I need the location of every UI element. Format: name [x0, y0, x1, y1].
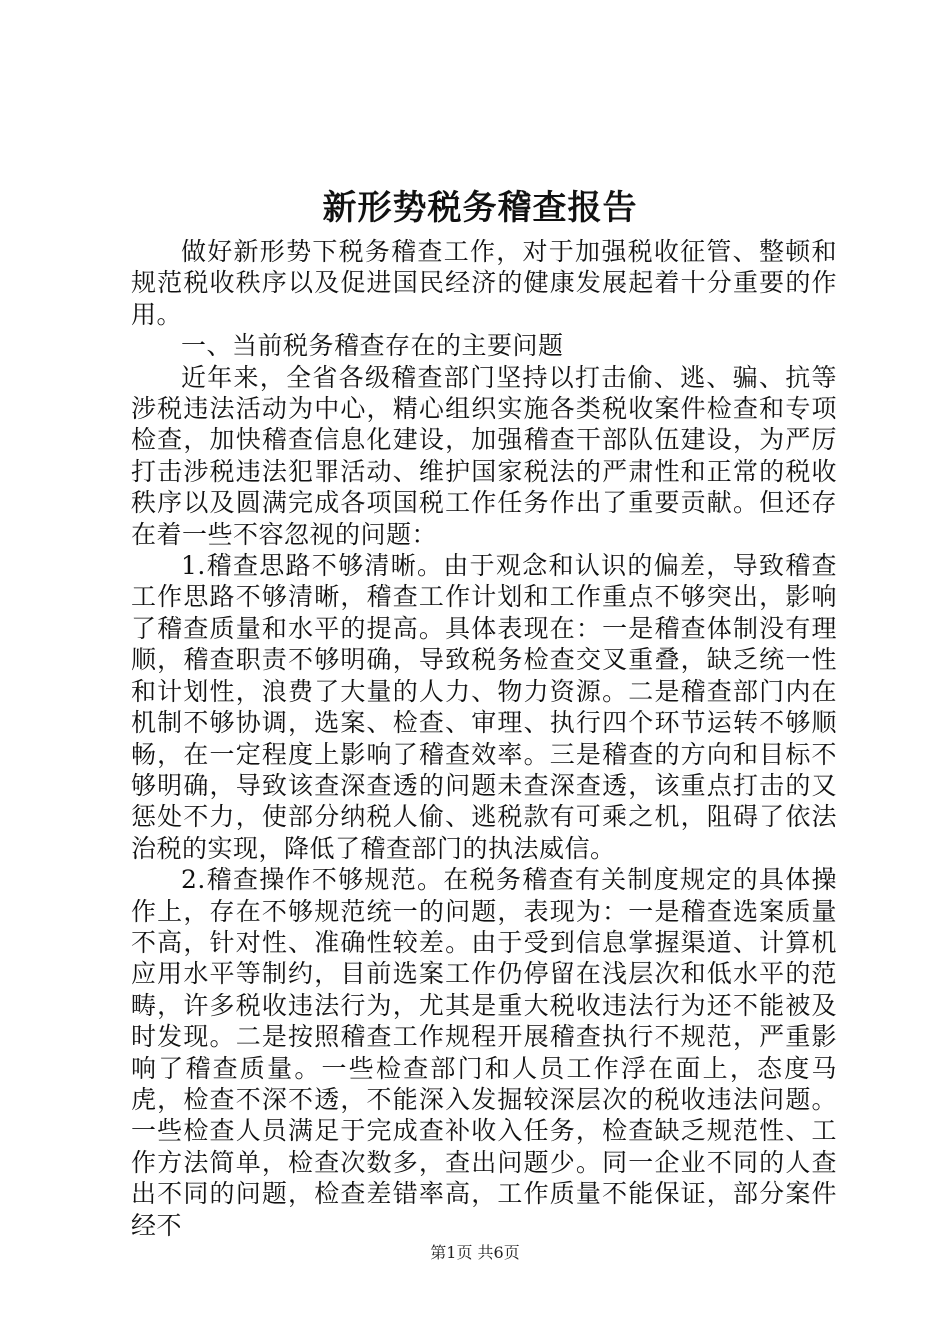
- issue-two-paragraph: 2.稽查操作不够规范。在税务稽查有关制度规定的具体操作上，存在不够规范统一的问题，表现为：一是稽查选案质量不高，针对性、准确性较差。由于受到信息掌握渠道、计算机应用水平等制约，目前选案工作仍停留在浅层次和低水平的范畴，许多税收违法行为，尤其是重大税收违法行为还不能被及时发现。二是按照稽查工作规程开展稽查执行不规范，严重影响了稽查质量。一些检查部门和人员工作浮在面上，态度马虎，检查不深不透，不能深入发掘较深层次的税收违法问题。一些检查人员满足于完成查补收入任务，检查缺乏规范性、工作方法简单，检查次数多，查出问题少。同一企业不同的人查出不同的问题，检查差错率高，工作质量不能保证，部分案件经不: [131, 865, 837, 1240]
- page-number-footer: 第1页 共6页: [430, 1243, 520, 1262]
- section-heading: 一、当前税务稽查存在的主要问题: [181, 331, 564, 361]
- document-title: 新形势税务稽查报告: [322, 188, 638, 228]
- intro-paragraph: 做好新形势下税务稽查工作，对于加强税收征管、整顿和规范税收秩序以及促进国民经济的健康发展起着十分重要的作用。: [131, 237, 837, 329]
- issue-one-paragraph: 1.稽查思路不够清晰。由于观念和认识的偏差，导致稽查工作思路不够清晰，稽查工作计划和工作重点不够突出，影响了稽查质量和水平的提高。具体表现在：一是稽查体制没有理顺，稽查职责不够明确，导致税务检查交叉重叠，缺乏统一性和计划性，浪费了大量的人力、物力资源。二是稽查部门内在机制不够协调，选案、检查、审理、执行四个环节运转不够顺畅，在一定程度上影响了稽查效率。三是稽查的方向和目标不够明确，导致该查深查透的问题未查深查透，该重点打击的又惩处不力，使部分纳税人偷、逃税款有可乘之机，阻碍了依法治税的实现，降低了稽查部门的执法威信。: [131, 551, 837, 863]
- document-body: [131, 236, 837, 1241]
- overview-paragraph: 近年来，全省各级稽查部门坚持以打击偷、逃、骗、抗等涉税违法活动为中心，精心组织实施各类税收案件检查和专项检查，加快稽查信息化建设，加强稽查干部队伍建设，为严厉打击涉税违法犯罪活动、维护国家税法的严肃性和正常的税收秩序以及圆满完成各项国税工作任务作出了重要贡献。但还存在着一些不容忽视的问题：: [131, 362, 837, 549]
